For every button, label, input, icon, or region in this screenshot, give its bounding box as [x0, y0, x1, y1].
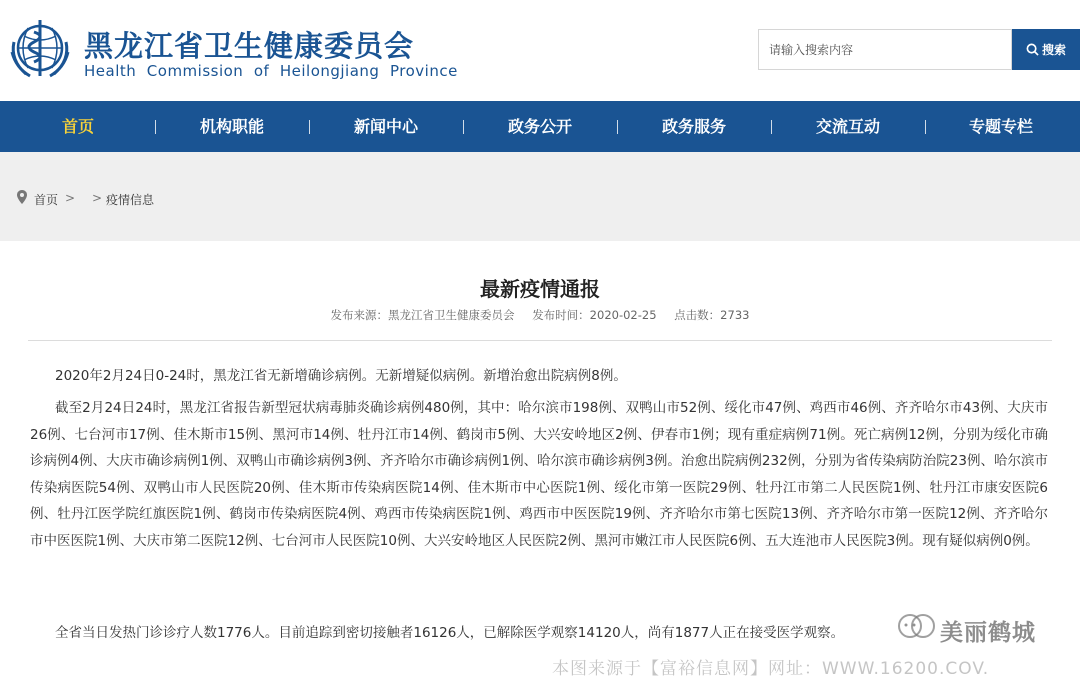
search-input[interactable]: [758, 29, 1012, 70]
article-click-count: 点击数：2733: [674, 308, 750, 322]
nav-item-news[interactable]: 新闻中心: [353, 117, 418, 136]
main-nav: [0, 101, 1080, 152]
site-title-chinese[interactable]: 黑龙江省卫生健康委员会: [84, 29, 415, 63]
nav-divider: [463, 120, 464, 134]
search-icon: [1026, 43, 1039, 56]
nav-item-topics[interactable]: 专题专栏: [968, 117, 1033, 136]
watermark-logo-icon: [896, 612, 936, 640]
nav-divider: [309, 120, 310, 134]
who-emblem-icon[interactable]: [4, 12, 76, 84]
breadcrumb-home-link[interactable]: 首页: [34, 193, 59, 207]
nav-divider: [925, 120, 926, 134]
nav-divider: [617, 120, 618, 134]
article-paragraph: 截至2月24日24时，黑龙江省报告新型冠状病毒肺炎确诊病例480例，其中：哈尔滨市198例、双鸭山市52例、绥化市47例、鸡西市46例、齐齐哈尔市43例、大庆市26例、七台河市17例、佳木斯市15例、黑河市14例、牡丹江市14例、鹤岗市5例、大兴安岭地区2例、伊春市1例；现有重症病例71例。死亡病例12例，分别为绥化市确诊病例4例、大庆市确诊病例1例、双鸭山市确诊病例3例、齐齐哈尔市确诊病例1例、哈尔滨市确诊病例3例。治愈出院病例232例，分别为省传染病防治院23例、哈尔滨市传染病医院54例、双鸭山市人民医院20例、佳木斯市传染病医院14例、佳木斯市中心医院1例、绥化市第一医院29例、牡丹江市第二人民医院1例、牡丹江市康安医院6例、牡丹江医学院红旗医院1例、鹤岗市传染病医院4例、鸡西市传染病医院1例、鸡西市中医医院19例、齐齐哈尔市第七医院13例、齐齐哈尔市第一医院12例、齐齐哈尔市中医医院1例、大庆市第二医院12例、七台河市人民医院10例、大兴安岭地区人民医院2例、黑河市嫩江市人民医院6例、五大连池市人民医院3例。现有疑似病例0例。: [30, 400, 1048, 549]
search-button[interactable]: [1012, 29, 1080, 70]
article-source: 发布来源：黑龙江省卫生健康委员会: [330, 308, 515, 322]
nav-divider: [771, 120, 772, 134]
breadcrumb-separator: >: [65, 191, 76, 205]
search-button-label: 搜索: [1041, 43, 1066, 57]
article-title: 最新疫情通报: [480, 277, 600, 301]
breadcrumb-separator: >: [92, 191, 103, 205]
article-paragraph: 全省当日发热门诊诊疗人数1776人。目前追踪到密切接触者16126人，已解除医学观察14120人，尚有1877人正在接受医学观察。: [55, 625, 845, 641]
nav-item-services[interactable]: 政务服务: [661, 117, 726, 136]
nav-item-home[interactable]: 首页: [61, 117, 94, 136]
site-title-english: Health Commission of Heilongjiang Province: [84, 62, 458, 80]
watermark-credit: 本图来源于【富裕信息网】网址：WWW.16200.COV.: [552, 659, 990, 679]
article-divider: [28, 340, 1052, 341]
site-header: [0, 0, 1080, 101]
watermark-name: 美丽鹤城: [940, 620, 1036, 646]
breadcrumb: [0, 182, 1080, 214]
article-meta: [0, 307, 1080, 323]
breadcrumb-current[interactable]: 疫情信息: [106, 193, 155, 207]
nav-item-interaction[interactable]: 交流互动: [815, 117, 880, 136]
location-pin-icon: [17, 190, 27, 204]
nav-item-government-affairs[interactable]: 政务公开: [507, 117, 572, 136]
article-paragraph: 2020年2月24日0-24时，黑龙江省无新增确诊病例。无新增疑似病例。新增治愈出院病例8例。: [55, 368, 627, 384]
nav-item-organization[interactable]: 机构职能: [199, 117, 264, 136]
nav-divider: [155, 120, 156, 134]
article-date: 发布时间：2020-02-25: [532, 308, 657, 322]
